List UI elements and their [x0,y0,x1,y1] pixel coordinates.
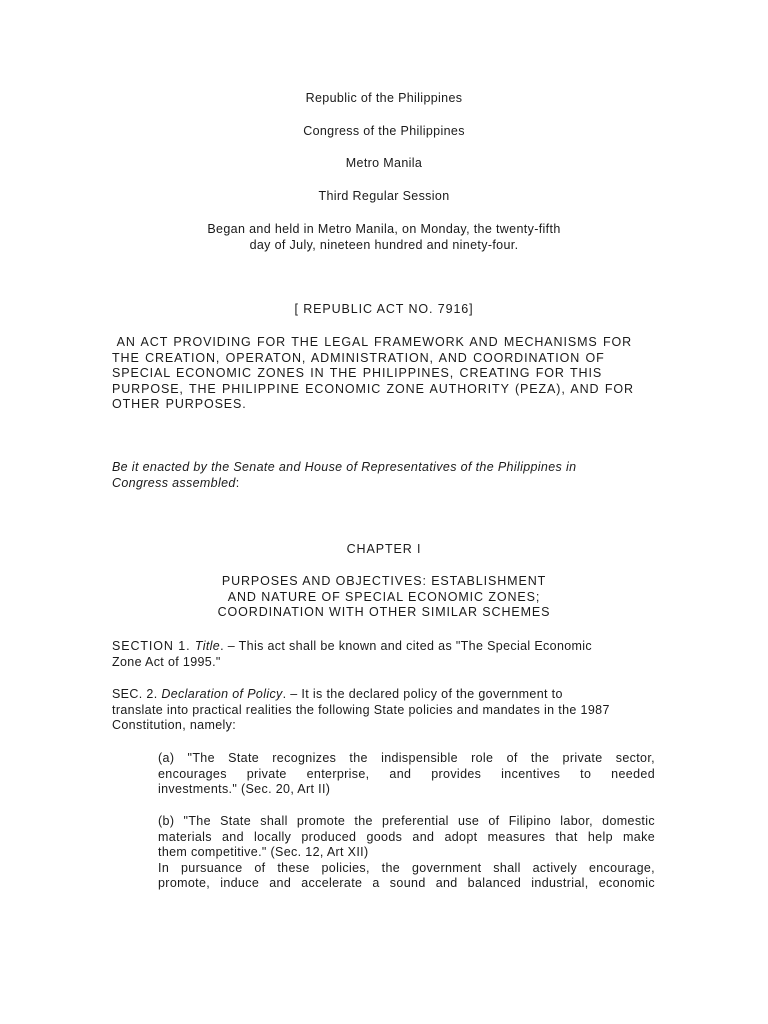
section-2-label: SEC. 2. [112,687,162,701]
section-1-title: Title [194,639,221,653]
chapter-heading [0,574,768,621]
section-1 [112,639,672,670]
act-number: [ REPUBLIC ACT NO. 7916] [294,302,474,316]
act-title-line-5: OTHER PURPOSES. [112,397,247,411]
policy-b-line-3: them competitive." (Sec. 12, Art XII) [158,845,369,859]
policy-b-line-1: (b) "The State shall promote the preferential use of Filipino labor, domestic [158,814,655,828]
chapter-heading-line-3: COORDINATION WITH OTHER SIMILAR SCHEMES [217,605,551,619]
section-1-text: . – This act shall be known and cited as "The Special Economic [220,639,593,653]
chapter-heading-line-1: PURPOSES AND OBJECTIVES: ESTABLISHMENT [221,574,547,588]
section-1-line-2: Zone Act of 1995." [112,654,221,669]
enacting-line-1: Be it enacted by the Senate and House of Representatives of the Philippines in [112,460,577,474]
policy-b-line-4: In pursuance of these policies, the government shall actively encourage, [158,860,655,875]
act-title-line-2: THE CREATION, OPERATON, ADMINISTRATION, AND COORDINATION OF [112,350,605,365]
policy-b-line-5: promote, induce and accelerate a sound and balanced industrial, economic [158,876,655,890]
began-line-1: Began and held in Metro Manila, on Monday, the twenty-fifth [207,222,561,236]
act-title [112,335,672,413]
section-1-label: SECTION 1. [112,639,195,653]
act-title-line-3: SPECIAL ECONOMIC ZONES IN THE PHILIPPINES, CREATING FOR THIS [112,366,603,380]
enacting-clause [112,460,672,491]
chapter-heading-line-2: AND NATURE OF SPECIAL ECONOMIC ZONES; [227,589,541,604]
header-began [0,222,768,253]
chapter-label: CHAPTER I [346,542,422,556]
enacting-line-2: Congress assembled [112,475,236,490]
policy-b-line-2: materials and locally produced goods and adopt measures that help make [158,829,655,844]
began-line-2: day of July, nineteen hundred and ninety-four. [249,237,519,252]
section-2 [112,687,672,734]
header-congress: Congress of the Philippines [303,124,465,138]
header-republic: Republic of the Philippines [305,91,463,105]
header-city: Metro Manila [345,156,423,170]
section-2-line-3: Constitution, namely: [112,718,237,732]
policy-a-line-3: investments." (Sec. 20, Art II) [158,782,331,796]
policy-a [158,751,655,798]
act-title-line-1: AN ACT PROVIDING FOR THE LEGAL FRAMEWORK AND MECHANISMS FOR [112,335,633,349]
section-2-line-2: translate into practical realities the following State policies and mandates in the 1987 [112,702,610,717]
section-2-title: Declaration of Policy [161,687,283,701]
policy-a-line-1: (a) "The State recognizes the indispensible role of the private sector, [158,751,655,765]
policy-a-line-2: encourages private enterprise, and provides incentives to needed [158,766,655,781]
section-2-text: . – It is the declared policy of the government to [282,687,563,701]
header-session: Third Regular Session [318,189,450,203]
act-title-line-4: PURPOSE, THE PHILIPPINE ECONOMIC ZONE AUTHORITY (PEZA), AND FOR [112,381,634,396]
policy-b [158,814,655,892]
enacting-colon: : [235,475,240,490]
